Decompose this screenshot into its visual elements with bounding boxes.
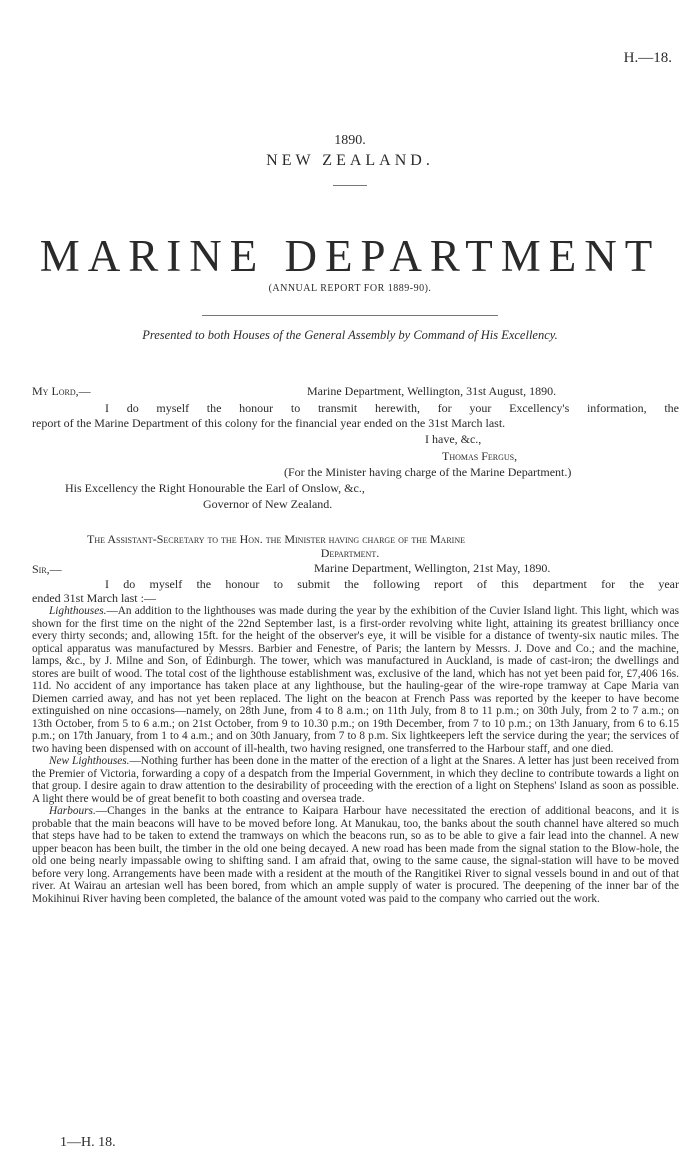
section-lighthouses — [32, 605, 679, 755]
letter2-heading-line1: The Assistant-Secretary to the Hon. the Minister having charge of the Marine — [87, 532, 465, 546]
section-harbours — [32, 805, 679, 905]
presentation-note: Presented to both Houses of the General Assembly by Command of His Excellency. — [142, 328, 558, 342]
letter2-intro-line1: I do myself the honour to submit the following report of this department for the year — [105, 577, 679, 591]
letter1-salutation: My Lord,— — [32, 384, 91, 398]
page-footer-reference: 1—H. 18. — [60, 1135, 116, 1150]
section-new-lighthouses — [32, 755, 679, 805]
section-text: —Nothing further has been done in the matter of the erection of a light at the Snares. A letter has just been received from the Premier of Victoria, forwarding a copy of a despatch from the Imperial Government, in which they decline to contribute towards a light on that group. I desire again to draw attention to the desirability of proceeding with the erection of a light on Stephens' Island as soon as possible. A light there would be of great benefit to both coasting and oversea trade. — [32, 755, 680, 805]
section-heading: Harbours. — [49, 805, 96, 818]
letter1-body-line1: I do myself the honour to transmit herewith, for your Excellency's information, the — [105, 401, 679, 415]
letter2-dateline: Marine Department, Wellington, 21st May, 1890. — [314, 561, 551, 575]
letter1-closing: I have, &c., — [425, 432, 482, 446]
letter2-heading-line2: Department. — [320, 546, 380, 560]
report-subtitle: (ANNUAL REPORT FOR 1889-90). — [268, 283, 432, 294]
section-text: —An addition to the lighthouses was made during the year by the exhibition of the Cuvier Island light. This light, which was shown for the first time on the night of the 22nd September last, is a first-order revolving white light, attaining its greatest brilliancy once every thirty seconds; and, allowing 15ft. for the height of the observer's eye, it will be visible for a distance of twenty-six nautic miles. The optical apparatus was manufactured by Messrs. Barbier and Fenestre, of Paris; the lantern by Messrs. J. Dove and Co.; and the machine, lamps, &c., by J. Milne and Son, of Edinburgh. The tower, which was manufactured in Auckland, is made of cast-iron; the dwellings and stores are built of wood. The total cost of the lighthouse establishment was, exclusive of the land, which has not yet been paid for, £7,406 16s. 11d. No accident of any importance has taken place at any lighthouse, but the hauling-gear of the wire-rope tramway at Cape Maria van Diemen carried away, and has not yet been replaced. The light on the beacon at French Pass was reported by the keeper to have become extinguished on nine occasions—namely, on 28th June, from 4 to 8 a.m.; on 11th July, from 8 to 11 p.m.; on 30th July, from 2 to 7 a.m.; on 13th October, from 5 to 6 a.m.; on 21st October, from 9 to 10.30 p.m.; on 19th December, from 7 to 10 p.m.; on 13th January, from 6 to 6.15 p.m.; on 17th January, from 1 to 4 a.m.; and on 30th January, from 7 to 8 p.m. Six lightkeepers left the service during the year; the services of two having been dispensed with on account of ill-health, two having resigned, one transferred to the Harbour staff, and one died. — [32, 605, 679, 755]
letter1-addressee-line1: His Excellency the Right Honourable the Earl of Onslow, &c., — [65, 481, 365, 495]
letter1-addressee-line2: Governor of New Zealand. — [203, 497, 333, 511]
title-divider — [333, 185, 367, 186]
document-year: 1890. — [334, 133, 366, 148]
page-title: MARINE DEPARTMENT — [39, 231, 661, 281]
letter2-intro-line2: ended 31st March last :— — [32, 591, 156, 605]
letter1-signatory: Thomas Fergus, — [442, 449, 518, 463]
letter1-body-line2: report of the Marine Department of this colony for the financial year ended on the 31st March last. — [32, 416, 506, 430]
letter2-salutation: Sir,— — [32, 562, 62, 576]
country-heading: NEW ZEALAND. — [266, 152, 434, 169]
presentation-divider — [202, 315, 498, 316]
section-text: —Changes in the banks at the entrance to Kaipara Harbour have necessitated the erection of additional beacons, and it is probable that the main beacons will have to be moved before long. At Manukau, too, the banks about the south channel have altered so much that steps have had to be taken to extend the tramways on which the beacons run, so as to be able to give a fair lead into the channel. A new upper beacon has been built, the timber in the old one being decayed. A new road has been made from the signal station to the Blow-hole, the old one being nearly impassable owing to shifting sand. I am afraid that, owing to the same cause, the signal-station will have to be moved before very long. Arrangements have been made with a resident at the mouth of the Rangitikei River to signal vessels bound in and out of that river. At Wairau an artesian well has been bored, from which an ample supply of water is procured. The deepening of the inner bar of the Mokihinui River having been completed, the balance of the amount voted was paid to the company who carried out the work. — [32, 805, 679, 905]
letter1-role: (For the Minister having charge of the Marine Department.) — [284, 465, 572, 479]
section-heading: New Lighthouses. — [49, 755, 130, 768]
letter1-dateline: Marine Department, Wellington, 31st August, 1890. — [307, 384, 557, 398]
section-heading: Lighthouses. — [49, 605, 107, 617]
document-reference: H.—18. — [623, 50, 672, 66]
report-body — [32, 605, 679, 905]
